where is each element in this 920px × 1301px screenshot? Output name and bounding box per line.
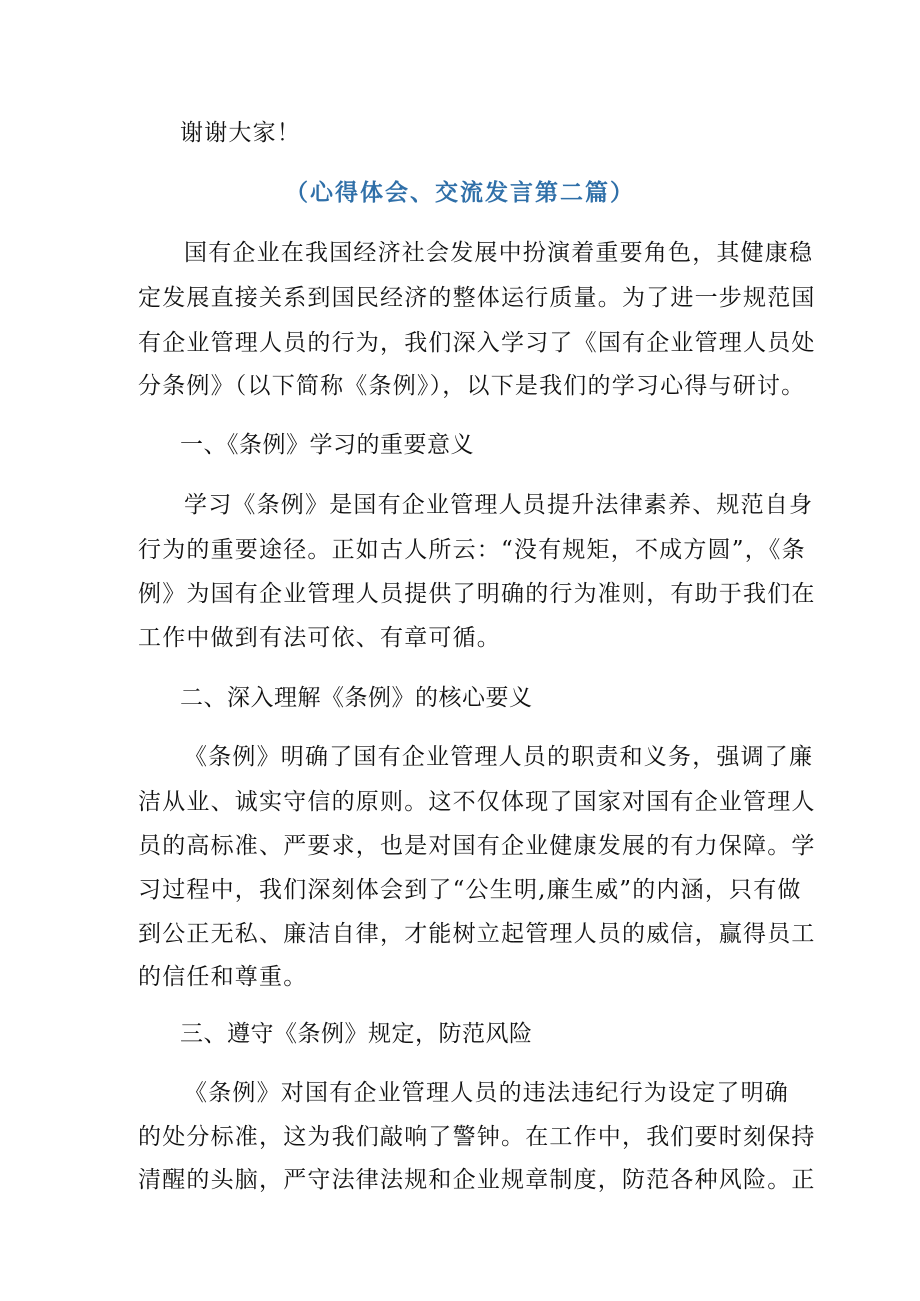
- paragraph-line: 学习《条例》是国有企业管理人员提升法律素养、规范自身: [184, 492, 814, 518]
- section-heading-3: 三、遵守《条例》规定，防范风险: [180, 1021, 533, 1047]
- paragraph-line: 的处分标准，这为我们敲响了警钟。在工作中，我们要时刻保持: [138, 1124, 816, 1150]
- paragraph-line: 清醒的头脑，严守法律法规和企业规章制度，防范各种风险。正: [138, 1167, 816, 1193]
- paragraph-line: 《条例》明确了国有企业管理人员的职责和义务，强调了廉: [184, 744, 814, 770]
- paragraph-line: 洁从业、诚实守信的原则。这不仅体现了国家对国有企业管理人: [138, 789, 816, 815]
- paragraph-line: 行为的重要途径。正如古人所云：“没有规矩，不成方圆”，《条: [138, 537, 806, 563]
- section-subtitle: （心得体会、交流发言第二篇）: [285, 179, 635, 206]
- paragraph-line: 《条例》对国有企业管理人员的违法违纪行为设定了明确: [184, 1080, 789, 1106]
- closing-line: 谢谢大家！: [180, 120, 301, 146]
- paragraph-line: 工作中做到有法可依、有章可循。: [138, 625, 501, 651]
- paragraph-line: 例》为国有企业管理人员提供了明确的行为准则，有助于我们在: [138, 581, 816, 607]
- paragraph-line: 员的高标准、严要求，也是对国有企业健康发展的有力保障。学: [138, 833, 816, 859]
- section-heading-2: 二、深入理解《条例》的核心要义: [180, 685, 533, 711]
- paragraph-line: 习过程中，我们深刻体会到了“公生明,廉生威”的内涵，只有做: [138, 877, 802, 903]
- intro-line: 有企业管理人员的行为，我们深入学习了《国有企业管理人员处: [138, 330, 816, 356]
- paragraph-line: 的信任和尊重。: [138, 964, 308, 990]
- intro-line: 定发展直接关系到国民经济的整体运行质量。为了进一步规范国: [138, 285, 816, 311]
- intro-line: 国有企业在我国经济社会发展中扮演着重要角色，其健康稳: [184, 240, 814, 266]
- section-heading-1: 一、《条例》学习的重要意义: [180, 432, 474, 458]
- intro-line: 分条例》（以下简称《条例》），以下是我们的学习心得与研讨。: [138, 373, 806, 399]
- paragraph-line: 到公正无私、廉洁自律，才能树立起管理人员的威信，赢得员工: [138, 921, 816, 947]
